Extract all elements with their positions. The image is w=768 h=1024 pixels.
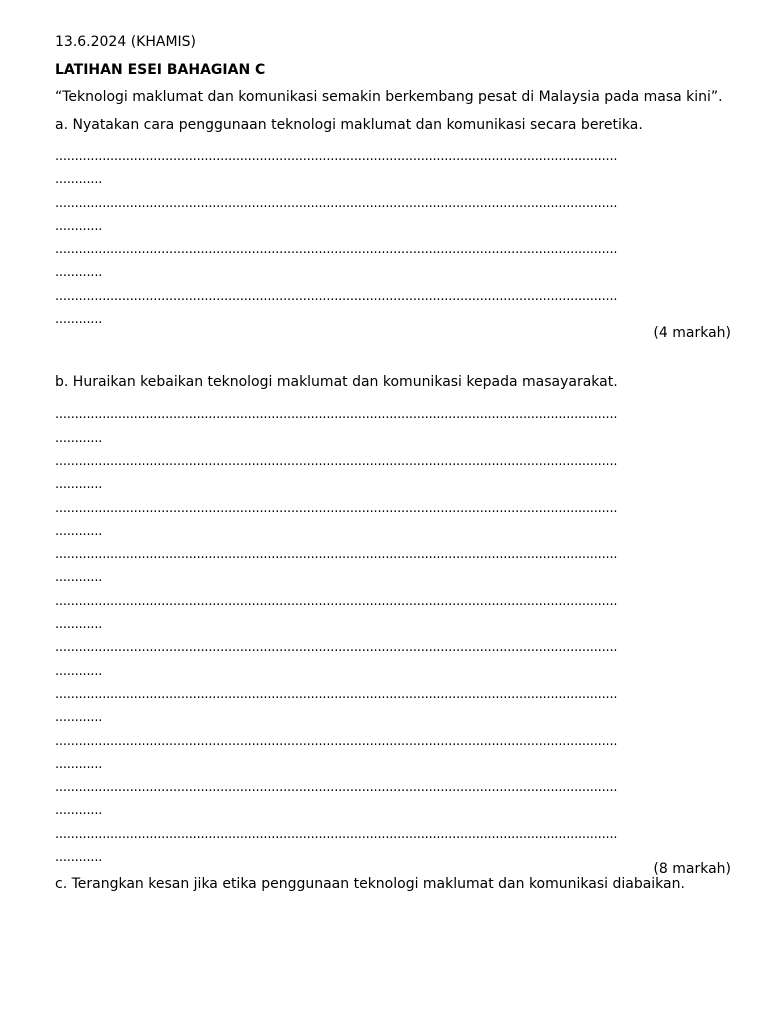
page-title: LATIHAN ESEI BAHAGIAN C [55, 62, 266, 78]
marks-a: (4 markah) [653, 325, 731, 342]
question-b: b. Huraikan kebaikan teknologi maklumat dan komunikasi kepada masayarakat. [55, 374, 618, 391]
answer-line-continuation: ............ [55, 850, 103, 866]
answer-line: ............................................................................................................................................... [55, 733, 618, 749]
question-a: a. Nyatakan cara penggunaan teknologi maklumat dan komunikasi secara beretika. [55, 117, 643, 133]
answer-line-continuation: ............ [55, 617, 103, 633]
answer-line: ............................................................................................................................................... [55, 407, 618, 423]
answer-lines-a [55, 145, 731, 331]
quote-text: “Teknologi maklumat dan komunikasi semakin berkembang pesat di Malaysia pada masa kini”. [55, 89, 723, 105]
answer-line-continuation: ............ [55, 477, 103, 493]
answer-line: ............................................................................................................................................... [55, 593, 618, 609]
answer-line: ............................................................................................................................................... [55, 686, 618, 702]
answer-lines-b [55, 403, 731, 869]
answer-line: ............................................................................................................................................... [55, 547, 618, 563]
answer-line-continuation: ............ [55, 710, 103, 726]
answer-line-continuation: ............ [55, 265, 103, 281]
answer-line-continuation: ............ [55, 312, 103, 328]
answer-line: ............................................................................................................................................... [55, 242, 618, 258]
answer-line-continuation: ............ [55, 756, 103, 772]
date-line: 13.6.2024 (KHAMIS) [55, 34, 197, 50]
answer-line-continuation: ............ [55, 218, 103, 234]
answer-line: ............................................................................................................................................... [55, 500, 618, 516]
answer-line: ............................................................................................................................................... [55, 288, 618, 304]
answer-line-continuation: ............ [55, 803, 103, 819]
answer-line: ............................................................................................................................................... [55, 149, 618, 164]
question-c: c. Terangkan kesan jika etika penggunaan teknologi maklumat dan komunikasi diabaikan. [55, 876, 685, 893]
answer-line-continuation: ............ [55, 663, 103, 679]
answer-line: ............................................................................................................................................... [55, 826, 618, 842]
answer-line-continuation: ............ [55, 570, 103, 586]
answer-line-continuation: ............ [55, 172, 103, 188]
answer-line: ............................................................................................................................................... [55, 195, 618, 211]
marks-b: (8 markah) [653, 861, 731, 878]
answer-line-continuation: ............ [55, 430, 103, 446]
answer-line-continuation: ............ [55, 523, 103, 539]
worksheet-page [55, 34, 731, 904]
answer-line: ............................................................................................................................................... [55, 453, 618, 469]
answer-line: ............................................................................................................................................... [55, 780, 618, 796]
answer-line: ............................................................................................................................................... [55, 640, 618, 656]
